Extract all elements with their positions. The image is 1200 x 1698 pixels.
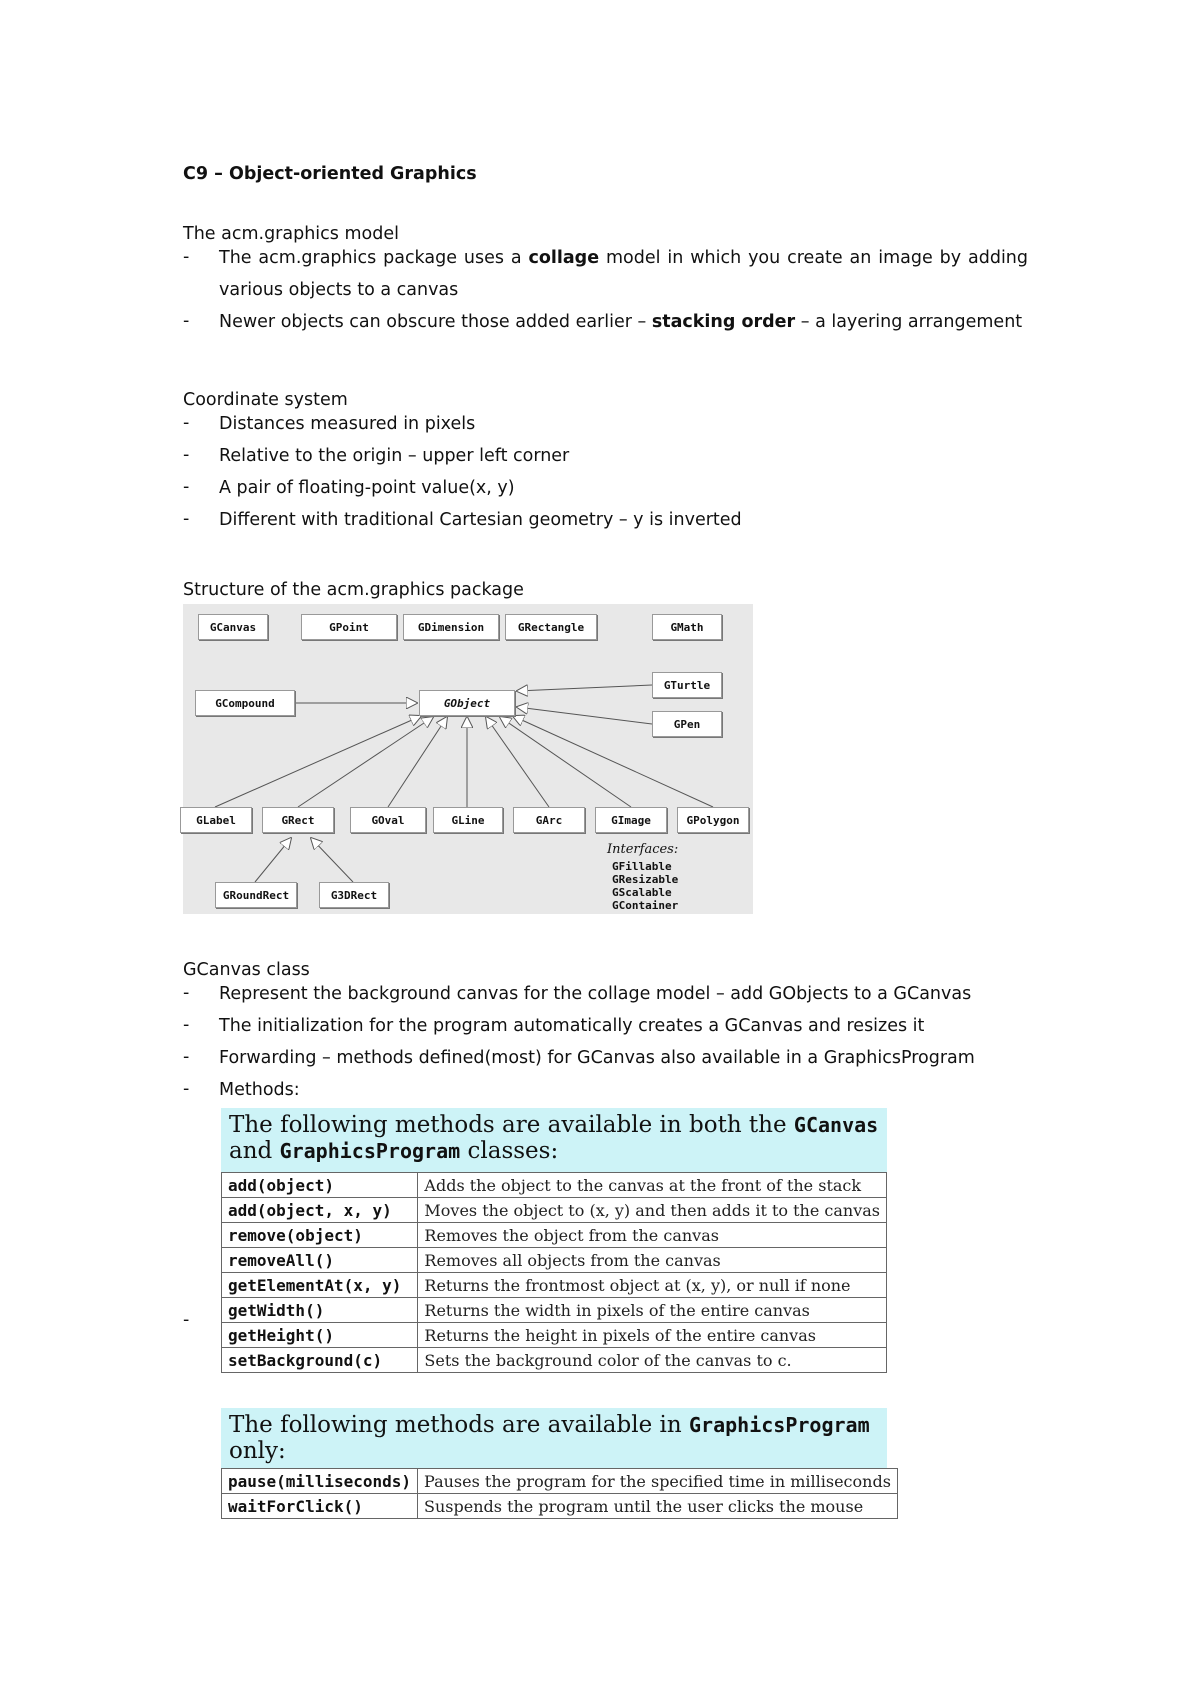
table-row: getElementAt(x, y) Returns the frontmost object at (x, y), or null if none <box>222 1273 887 1298</box>
box-gpolygon: GPolygon <box>677 807 749 833</box>
table-row: add(object, x, y) Moves the object to (x, y) and then adds it to the canvas <box>222 1198 887 1223</box>
box-gpoint: GPoint <box>301 614 397 640</box>
bullet-gcanvas-3: - Methods: <box>183 1079 300 1100</box>
section-heading-gcanvas: GCanvas class <box>183 960 310 980</box>
bullet-coord-1: - Relative to the origin – upper left corner <box>183 445 570 466</box>
interfaces-title: Interfaces: <box>607 842 679 857</box>
methods-grid-graphicsprogram <box>221 1468 898 1519</box>
interface-gresizable: GResizable <box>612 873 679 886</box>
box-gcompound: GCompound <box>195 690 295 716</box>
table-caption-both: The following methods are available in both the GCanvas and GraphicsProgram classes: <box>221 1108 887 1172</box>
edge-groundrect-grect <box>255 838 291 882</box>
interface-gcontainer: GContainer <box>612 899 679 912</box>
table-row: setBackground(c) Sets the background color of the canvas to c. <box>222 1348 887 1373</box>
table-row: remove(object) Removes the object from the canvas <box>222 1223 887 1248</box>
table-row: pause(milliseconds) Pauses the program for the specified time in milliseconds <box>222 1469 898 1494</box>
edge-g3drect-grect <box>311 838 353 882</box>
edge-garc-gobject <box>486 717 549 807</box>
box-gimage: GImage <box>595 807 667 833</box>
edge-grect-gobject <box>298 717 433 807</box>
interface-gscalable: GScalable <box>612 886 672 899</box>
bullet-gcanvas-1: - The initialization for the program automatically creates a GCanvas and resizes it <box>183 1015 925 1036</box>
table-row: getWidth() Returns the width in pixels of the entire canvas <box>222 1298 887 1323</box>
box-gturtle: GTurtle <box>652 672 722 698</box>
box-groundrect: GRoundRect <box>215 882 297 908</box>
methods-table-both <box>221 1108 887 1373</box>
bullet-gcanvas-0: - Represent the background canvas for the collage model – add GObjects to a GCanvas <box>183 983 972 1004</box>
box-grect: GRect <box>262 807 334 833</box>
bullet-stacking-order: - Newer objects can obscure those added earlier – stacking order – a layering arrangement <box>183 311 1023 332</box>
bullet-collage: - The acm.graphics package uses a collage model in which you create an image by adding various objects to a canvas <box>183 247 1029 300</box>
class-diagram <box>183 604 753 914</box>
section-heading-structure: Structure of the acm.graphics package <box>183 580 524 600</box>
edge-gturtle-gobject <box>517 685 652 691</box>
methods-grid-both <box>221 1172 887 1373</box>
bullet-coord-2: - A pair of floating-point value(x, y) <box>183 477 515 498</box>
box-gdimension: GDimension <box>403 614 499 640</box>
table-row: getHeight() Returns the height in pixels of the entire canvas <box>222 1323 887 1348</box>
bullet-gcanvas-2: - Forwarding – methods defined(most) for GCanvas also available in a GraphicsProgram <box>183 1047 975 1068</box>
section-heading-model: The acm.graphics model <box>183 224 399 244</box>
table-caption-graphicsprogram: The following methods are available in GraphicsProgram only: <box>221 1408 887 1468</box>
box-g3drect: G3DRect <box>319 882 389 908</box>
box-grectangle: GRectangle <box>505 614 597 640</box>
edge-goval-gobject <box>388 717 447 807</box>
box-gline: GLine <box>433 807 503 833</box>
bullet-coord-3: - Different with traditional Cartesian geometry – y is inverted <box>183 509 742 530</box>
table-row: add(object) Adds the object to the canvas at the front of the stack <box>222 1173 887 1198</box>
section-heading-coordinates: Coordinate system <box>183 390 348 410</box>
stray-dash: - <box>183 1310 190 1330</box>
box-gobject: GObject <box>419 690 515 716</box>
box-gmath: GMath <box>652 614 722 640</box>
box-glabel: GLabel <box>180 807 252 833</box>
box-garc: GArc <box>513 807 585 833</box>
box-goval: GOval <box>350 807 426 833</box>
page-title: C9 – Object-oriented Graphics <box>183 164 477 184</box>
table-row: waitForClick() Suspends the program until the user clicks the mouse <box>222 1494 898 1519</box>
edge-gpen-gobject <box>517 707 652 724</box>
box-gpen: GPen <box>652 711 722 737</box>
methods-table-graphicsprogram <box>221 1408 891 1519</box>
box-gcanvas: GCanvas <box>198 614 268 640</box>
table-row: removeAll() Removes all objects from the canvas <box>222 1248 887 1273</box>
interface-gfillable: GFillable <box>612 860 672 873</box>
bullet-coord-0: - Distances measured in pixels <box>183 413 476 434</box>
edge-gimage-gobject <box>500 717 631 807</box>
